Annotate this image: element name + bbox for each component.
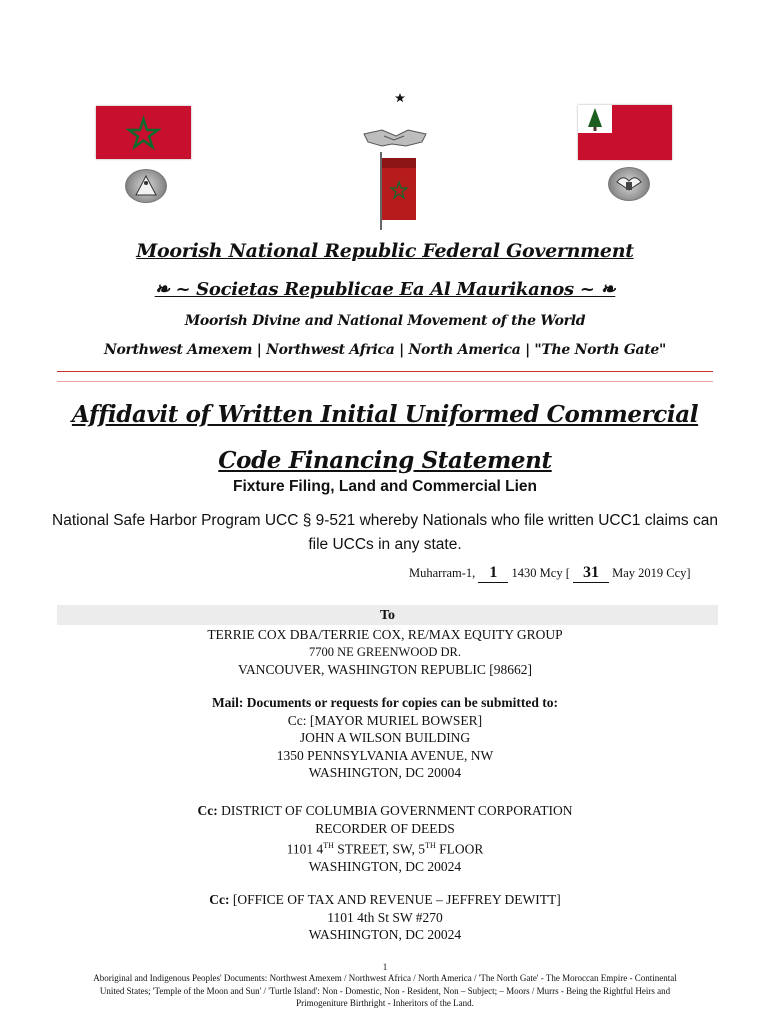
mail-line: 1350 PENNSYLVANIA AVENUE, NW (276, 747, 494, 763)
cc-label: Cc: (209, 892, 230, 907)
mail-line: WASHINGTON, DC 20004 (308, 765, 462, 780)
cc-text: [OFFICE OF TAX AND REVENUE – JEFFREY DEWITT] (229, 892, 561, 907)
cc-recorder-block (0, 802, 770, 876)
region-title: Northwest Amexem | Northwest Africa | North America | "The North Gate" (103, 342, 667, 358)
handshake-icon (362, 126, 428, 150)
recipient-line: VANCOUVER, WASHINGTON REPUBLIC [98662] (237, 662, 532, 677)
cc-line (0, 891, 770, 909)
cc-text: DISTRICT OF COLUMBIA GOVERNMENT CORPORATION (217, 803, 573, 818)
mail-line: Cc: [MAYOR MURIEL BOWSER] (287, 712, 483, 728)
date-line (409, 564, 691, 583)
left-ornament-icon: ❧ (154, 279, 176, 300)
cc-address-sup2: TH (425, 841, 436, 850)
cc-address-a: 1101 4 (286, 841, 324, 857)
date-day-moorish: 1 (478, 564, 508, 583)
date-day-christian: 31 (573, 564, 609, 583)
cc-address-sup1: TH (323, 841, 334, 850)
page-number: 1 (382, 962, 388, 972)
cc-line (0, 802, 770, 820)
flag-canton (578, 105, 612, 133)
document-subtitle: Fixture Filing, Land and Commercial Lien (232, 478, 537, 495)
societas-text: ~ Societas Republicae Ea Al Maurikanos ~ (175, 279, 595, 300)
cc-line: WASHINGTON, DC 20024 (308, 859, 462, 874)
recipient-block (0, 626, 770, 679)
document-intro: National Safe Harbor Program UCC § 9-521 whereby Nationals who file written UCC1 claims can file UCCs in any state. (52, 512, 718, 553)
cc-line: WASHINGTON, DC 20024 (308, 927, 462, 942)
crescent-star-icon (372, 85, 418, 119)
cc-line (0, 837, 770, 858)
header-divider (57, 371, 713, 372)
mail-line: JOHN A WILSON BUILDING (299, 730, 471, 745)
eagle-seal-icon (608, 167, 650, 201)
document-heading: Affidavit of Written Initial Uniformed Commercial Code Financing Statement (71, 401, 699, 474)
date-prefix: Muharram-1, (409, 566, 479, 580)
red-flag-icon (378, 152, 418, 230)
footer-text: Aboriginal and Indigenous Peoples' Documents: Northwest Amexem / Northwest Africa / North America / 'The North Gate' - The Moroccan Empire - Continental United States; 'Temple of the Moon and Sun' / 'Turtle Island': Non - Domestic, Non - Resident, Non – Subject; – Moors / Murrs - Being the Rightful Heirs and Primogeniture Birthright - Inheritors of the Land. (93, 973, 677, 1008)
mail-block (0, 694, 770, 782)
cc-line: RECORDER OF DEEDS (315, 820, 455, 836)
government-title: Moorish National Republic Federal Government (136, 240, 634, 262)
right-ornament-icon: ❧ (594, 279, 616, 300)
cc-line: 1101 4th St SW #270 (327, 909, 443, 925)
date-mid: 1430 Mcy [ (508, 566, 573, 580)
societas-title (0, 279, 770, 300)
pyramid-seal-icon (125, 169, 167, 203)
to-label: To (57, 605, 718, 625)
movement-title: Moorish Divine and National Movement of the World (184, 313, 586, 329)
cc-label: Cc: (197, 803, 218, 818)
recipient-line: TERRIE COX DBA/TERRIE COX, RE/MAX EQUITY GROUP (207, 627, 563, 642)
new-england-flag-icon (578, 105, 672, 160)
cc-tax-block (0, 891, 770, 944)
mail-heading: Mail: Documents or requests for copies can be submitted to: (211, 695, 559, 710)
header-divider-secondary (57, 381, 713, 382)
cc-address-b: STREET, SW, 5 (333, 841, 426, 857)
recipient-line: 7700 NE GREENWOOD DR. (308, 644, 462, 659)
date-suffix: May 2019 Ccy] (609, 566, 691, 580)
morocco-flag-icon (96, 106, 191, 159)
cc-address-c: FLOOR (435, 841, 484, 857)
